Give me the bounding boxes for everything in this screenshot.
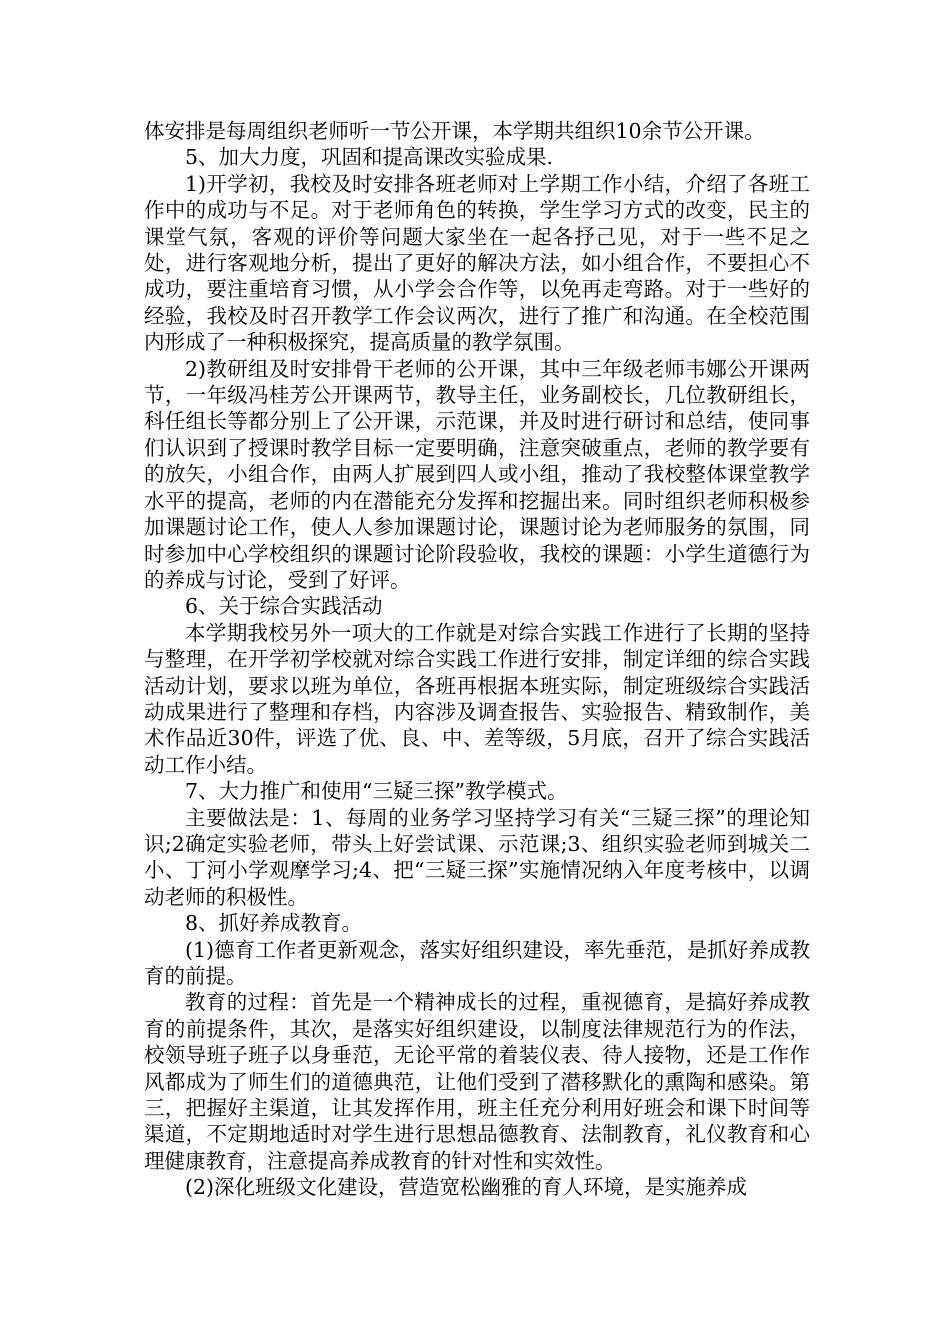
paragraph-1: 体安排是每周组织老师听一节公开课，本学期共组织10余节公开课。 — [144, 119, 765, 143]
paragraph-6: 本学期我校另外一项大的工作就是对综合实践工作进行了长期的坚持与整理，在开学初学校就对综合实践工作进行安排，制定详细的综合实践活动计划，要求以班为单位，各班再根据本班实际，制定班级综合实践活动成果进行了整理和存档，内容涉及调查报告、实验报告、精致制作，美术作品近30件，评选了优、良、中、差等级，5月底，召开了综合实践活动工作小结。 — [144, 620, 810, 777]
paragraph-8: 主要做法是：1、每周的业务学习坚持学习有关“三疑三探”的理论知识;2确定实验老师，带头上好尝试课、示范课;3、组织实验老师到城关二小、丁河小学观摩学习;4、把“三疑三探”实施情况纳入年度考核中，以调动老师的积极性。 — [144, 805, 810, 909]
paragraph-11: 教育的过程：首先是一个精神成长的过程，重视德育，是搞好养成教育的前提条件，其次，是落实好组织建设，以制度法律规范行为的作法，校领导班子班子以身垂范，无论平常的着装仪表、待人接物，还是工作作风都成为了师生们的道德典范，让他们受到了潜移默化的熏陶和感染。第三，把握好主渠道，让其发挥作用，班主任充分利用好班会和课下时间等渠道，不定期地适时对学生进行思想品德教育、法制教育，礼仪教育和心理健康教育，注意提高养成教育的针对性和实效性。 — [144, 990, 810, 1173]
section-heading-7: 7、大力推广和使用“三疑三探”教学模式。 — [185, 779, 568, 804]
paragraph-12: (2)深化班级文化建设，营造宽松幽雅的育人环境，是实施养成 — [185, 1175, 748, 1200]
document-page — [144, 118, 810, 1201]
paragraph-10: (1)德育工作者更新观念，落实好组织建设，率先垂范，是抓好养成教育的前提。 — [144, 937, 810, 988]
section-heading-5: 5、加大力度，巩固和提高课改实验成果. — [185, 145, 554, 170]
paragraph-3: 1)开学初，我校及时安排各班老师对上学期工作小结，介绍了各班工作中的成功与不足。对于老师角色的转换，学生学习方式的改变，民主的课堂气氛，客观的评价等问题大家坐在一起各抒己见，对于一些不足之处，进行客观地分析，提出了更好的解决方法，如小组合作，不要担心不成功，要注重培育习惯，从小学会合作等，以免再走弯路。对于一些好的经验，我校及时召开教学工作会议两次，进行了推广和沟通。在全校范围内形成了一种积极探究，提高质量的教学氛围。 — [144, 171, 810, 355]
section-heading-8: 8、抓好养成教育。 — [185, 911, 363, 936]
paragraph-4: 2)教研组及时安排骨干老师的公开课，其中三年级老师韦娜公开课两节，一年级冯桂芳公开课两节，教导主任，业务副校长，几位教研组长，科任组长等都分别上了公开课，示范课，并及时进行研讨和总结，使同事们认识到了授课时教学目标一定要明确，注意突破重点，老师的教学要有的放矢，小组合作，由两人扩展到四人或小组，推动了我校整体课堂教学水平的提高，老师的内在潜能充分发挥和挖掘出来。同时组织老师积极参加课题讨论工作，使人人参加课题讨论，课题讨论为老师服务的氛围，同时参加中心学校组织的课题讨论阶段验收，我校的课题：小学生道德行为的养成与讨论，受到了好评。 — [144, 356, 810, 592]
section-heading-6: 6、关于综合实践活动 — [185, 594, 383, 619]
